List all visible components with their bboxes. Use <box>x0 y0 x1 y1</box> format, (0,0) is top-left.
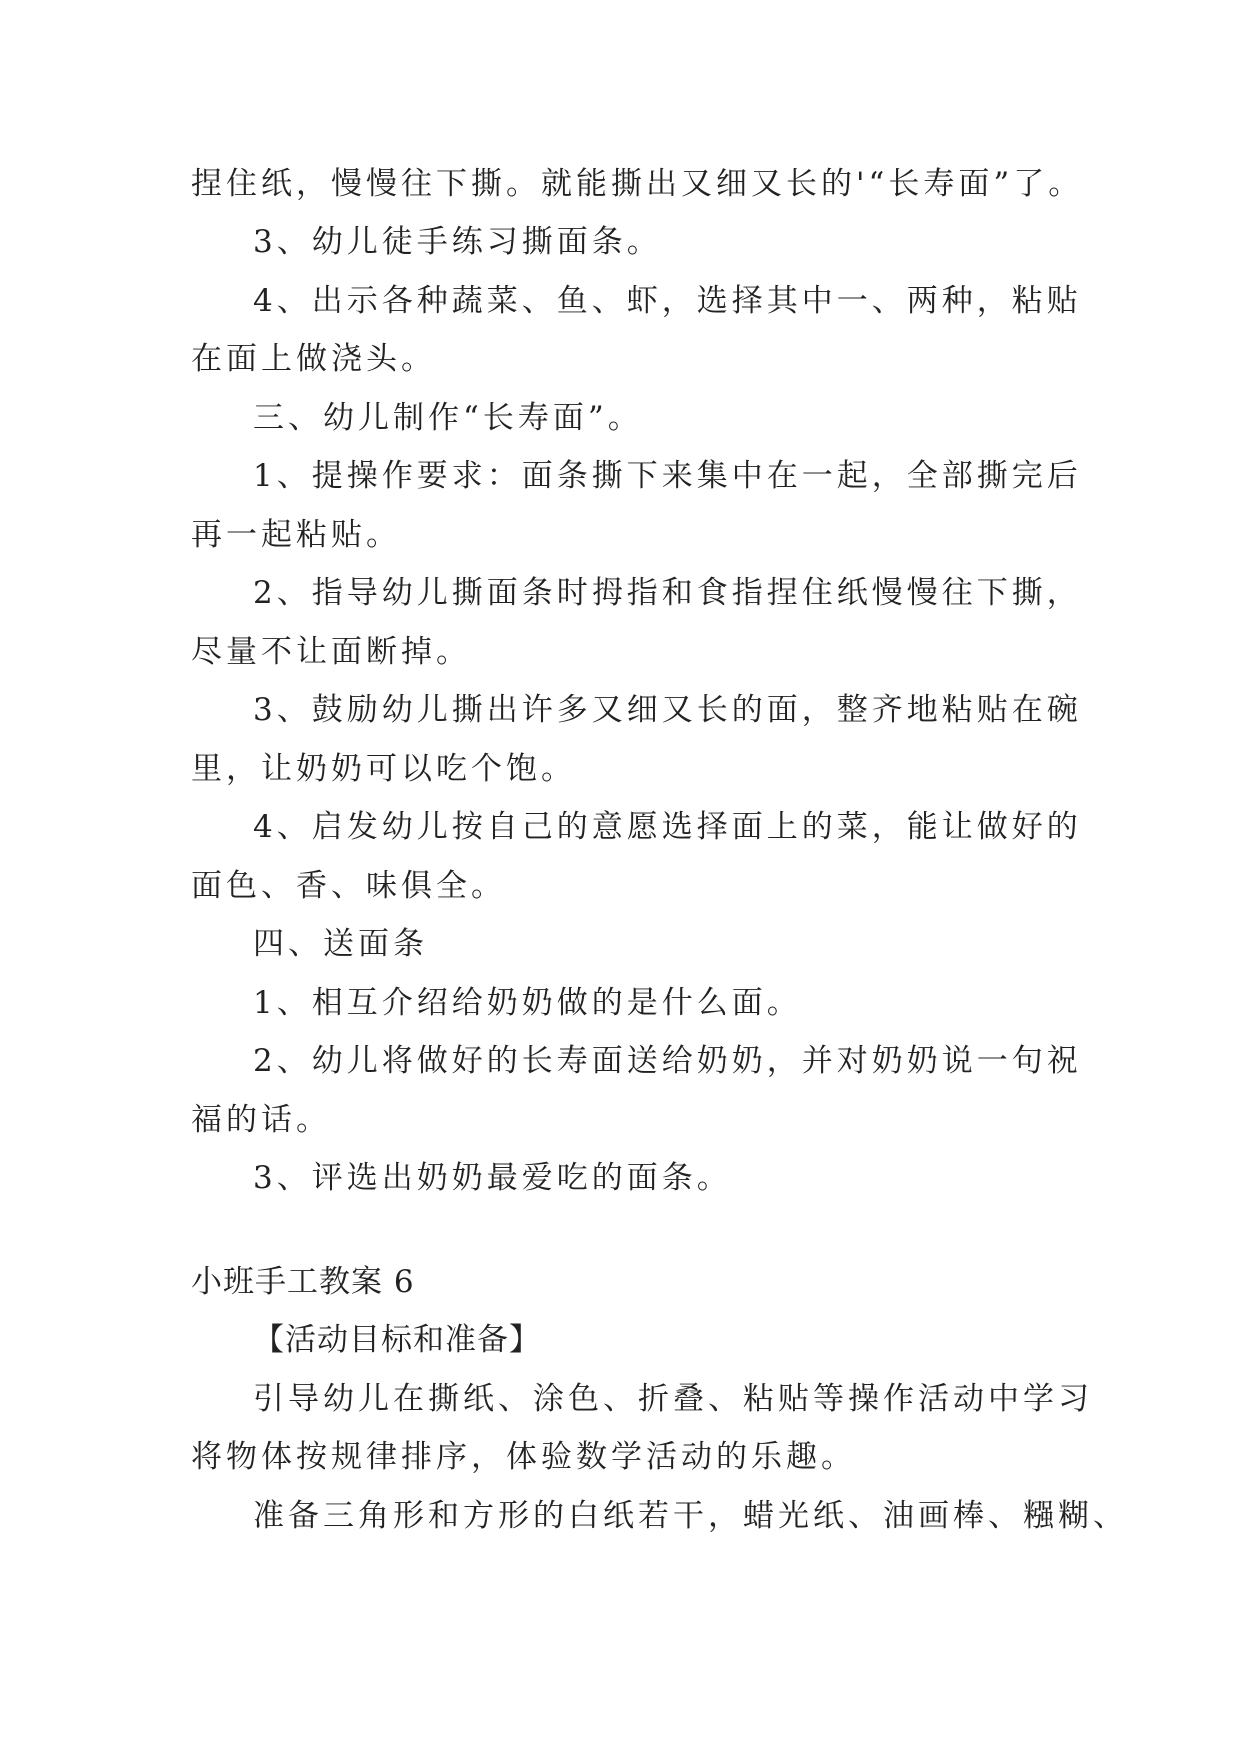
paragraph-line: 捏住纸，慢慢往下撕。就能撕出又细又长的'“长寿面”了。 <box>191 166 1084 202</box>
paragraph-line: 3、幼儿徒手练习撕面条。 <box>253 224 662 260</box>
paragraph-line: 福的话。 <box>191 1102 331 1138</box>
section-heading: 四、送面条 <box>253 926 428 962</box>
paragraph-line: 引导幼儿在撕纸、涂色、折叠、粘贴等操作活动中学习 <box>253 1381 1093 1417</box>
paragraph-line: 再一起粘贴。 <box>191 517 401 553</box>
paragraph-line: 2、幼儿将做好的长寿面送给奶奶，并对奶奶说一句祝 <box>253 1043 1082 1079</box>
paragraph-line: 尽量不让面断掉。 <box>191 634 471 670</box>
paragraph-line: 1、提操作要求：面条撕下来集中在一起，全部撕完后 <box>253 458 1082 494</box>
paragraph-line: 3、评选出奶奶最爱吃的面条。 <box>253 1160 732 1196</box>
paragraph-line: 里，让奶奶可以吃个饱。 <box>191 751 576 787</box>
paragraph-line: 4、出示各种蔬菜、鱼、虾，选择其中一、两种，粘贴 <box>253 283 1082 319</box>
paragraph-line: 3、鼓励幼儿撕出许多又细又长的面，整齐地粘贴在碗 <box>253 692 1082 728</box>
paragraph-line: 在面上做浇头。 <box>191 341 436 377</box>
document-title: 小班手工教案 6 <box>191 1264 415 1300</box>
paragraph-line: 准备三角形和方形的白纸若干，蜡光纸、油画棒、糨糊、 <box>253 1498 1128 1534</box>
section-heading: 【活动目标和准备】 <box>253 1322 541 1358</box>
section-heading: 三、幼儿制作“长寿面”。 <box>253 400 643 436</box>
paragraph-line: 2、指导幼儿撕面条时拇指和食指捏住纸慢慢往下撕， <box>253 575 1082 611</box>
paragraph-line: 面色、香、味俱全。 <box>191 868 506 904</box>
paragraph-line: 1、相互介绍给奶奶做的是什么面。 <box>253 985 802 1021</box>
paragraph-line: 将物体按规律排序，体验数学活动的乐趣。 <box>191 1439 856 1475</box>
paragraph-line: 4、启发幼儿按自己的意愿选择面上的菜，能让做好的 <box>253 809 1082 845</box>
